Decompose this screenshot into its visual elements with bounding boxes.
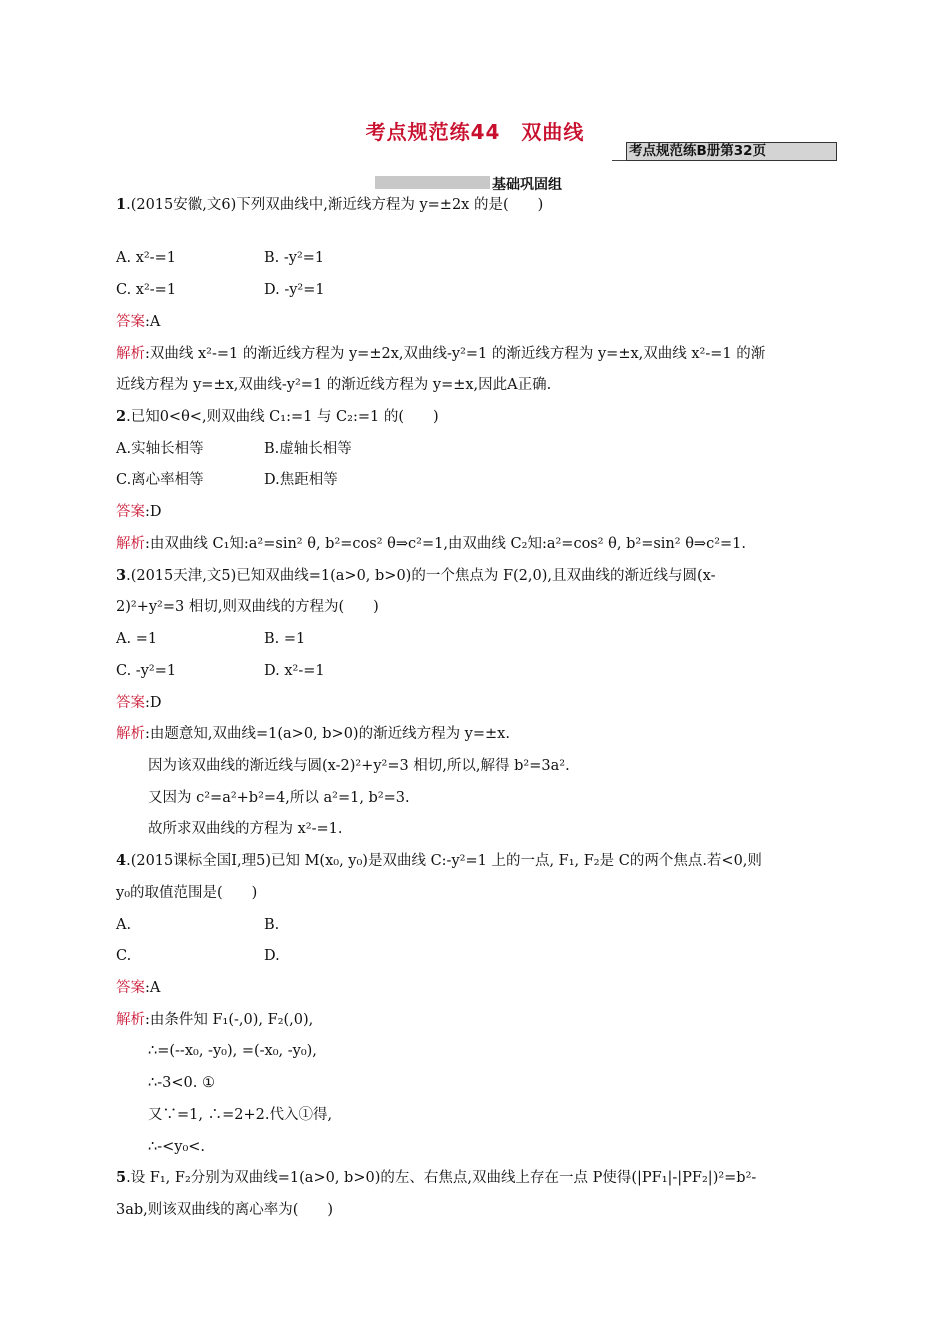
q3-answer [116, 693, 162, 713]
q3-analysis-line4: 故所求双曲线的方程为 x²-=1. [148, 821, 343, 837]
question-2-stem [116, 407, 439, 427]
q3-option-d: D. x²-=1 [264, 663, 325, 679]
analysis-label: 解析 [116, 346, 145, 362]
q2-analysis-line1 [116, 534, 746, 554]
question-5-stem-line2: 3ab,则该双曲线的离心率为( ) [116, 1202, 334, 1218]
q1-option-d: D. -y²=1 [264, 282, 325, 298]
q4-analysis-line1 [116, 1010, 313, 1030]
question-5-number: 5 [116, 1169, 127, 1186]
q4-option-a: A. [116, 917, 132, 933]
question-3-number: 3 [116, 567, 127, 584]
q4-analysis-line2: ∴=(--x₀, -y₀), =(-x₀, -y₀), [148, 1043, 317, 1059]
answer-value: :A [145, 314, 161, 330]
answer-label: 答案 [116, 980, 145, 996]
q1-analysis-line1 [116, 344, 765, 364]
q2-option-a: A.实轴长相等 [116, 441, 204, 457]
q2-option-d: D.焦距相等 [264, 472, 338, 488]
analysis-text: :由双曲线 C₁知:a²=sin² θ, b²=cos² θ⇒c²=1,由双曲线 C₂知:a²=cos² θ, b²=sin² θ⇒c²=1. [145, 536, 746, 552]
page-reference-box: 考点规范练B册第32页 [626, 142, 837, 161]
analysis-text: :由条件知 F₁(-,0), F₂(,0), [145, 1012, 314, 1028]
q1-analysis-line2: 近线方程为 y=±x,双曲线-y²=1 的渐近线方程为 y=±x,因此A正确. [116, 377, 552, 393]
answer-value: :D [145, 504, 162, 520]
question-1-stem [116, 195, 543, 215]
question-4-number: 4 [116, 852, 127, 869]
q4-option-c: C. [116, 948, 132, 964]
q4-analysis-line4: 又∵=1, ∴=2+2.代入①得, [148, 1107, 333, 1123]
analysis-text: :双曲线 x²-=1 的渐近线方程为 y=±2x,双曲线-y²=1 的渐近线方程为 y=±x,双曲线 x²-=1 的渐 [145, 346, 766, 362]
q3-analysis-line3: 又因为 c²=a²+b²=4,所以 a²=1, b²=3. [148, 790, 410, 806]
question-3-text: .(2015天津,文5)已知双曲线=1(a>0, b>0)的一个焦点为 F(2,0),且双曲线的渐近线与圆(x- [126, 568, 716, 584]
question-4-stem-line2: y₀的取值范围是( ) [116, 885, 258, 901]
question-4-stem-line1 [116, 851, 762, 871]
section-bar [375, 176, 490, 189]
analysis-label: 解析 [116, 536, 145, 552]
q4-analysis-line5: ∴-<y₀<. [148, 1139, 206, 1155]
q2-option-c: C.离心率相等 [116, 472, 204, 488]
q1-answer [116, 312, 160, 332]
question-3-stem-line2: 2)²+y²=3 相切,则双曲线的方程为( ) [116, 599, 379, 615]
question-1-text: .(2015安徽,文6)下列双曲线中,渐近线方程为 y=±2x 的是( ) [126, 197, 544, 213]
page-title: 考点规范练44 双曲线 [365, 120, 585, 144]
q2-answer [116, 502, 162, 522]
question-5-stem-line1 [116, 1168, 756, 1188]
section-label: 基础巩固组 [492, 177, 562, 193]
answer-value: :D [145, 695, 162, 711]
analysis-label: 解析 [116, 1012, 145, 1028]
answer-label: 答案 [116, 504, 145, 520]
q4-answer [116, 978, 160, 998]
q3-analysis-line2: 因为该双曲线的渐近线与圆(x-2)²+y²=3 相切,所以,解得 b²=3a². [148, 758, 570, 774]
answer-label: 答案 [116, 314, 145, 330]
q4-analysis-line3: ∴-3<0. ① [148, 1075, 215, 1091]
question-1-number: 1 [116, 196, 127, 213]
answer-value: :A [145, 980, 161, 996]
answer-label: 答案 [116, 695, 145, 711]
question-5-text: .设 F₁, F₂分别为双曲线=1(a>0, b>0)的左、右焦点,双曲线上存在一点 P使得(|PF₁|-|PF₂|)²=b²- [126, 1170, 757, 1186]
q4-option-d: D. [264, 948, 280, 964]
q1-option-a: A. x²-=1 [116, 250, 176, 266]
question-4-text: .(2015课标全国Ⅰ,理5)已知 M(x₀, y₀)是双曲线 C:-y²=1 上的一点, F₁, F₂是 C的两个焦点.若<0,则 [126, 853, 762, 869]
q2-option-b: B.虚轴长相等 [264, 441, 352, 457]
question-2-text: .已知0<θ<,则双曲线 C₁:=1 与 C₂:=1 的( ) [126, 409, 439, 425]
q1-option-c: C. x²-=1 [116, 282, 177, 298]
question-2-number: 2 [116, 408, 127, 425]
question-3-stem-line1 [116, 566, 715, 586]
q3-option-c: C. -y²=1 [116, 663, 177, 679]
analysis-label: 解析 [116, 726, 145, 742]
analysis-text: :由题意知,双曲线=1(a>0, b>0)的渐近线方程为 y=±x. [145, 726, 510, 742]
q4-option-b: B. [264, 917, 280, 933]
q3-analysis-line1 [116, 724, 510, 744]
q3-option-b: B. =1 [264, 631, 306, 647]
q1-option-b: B. -y²=1 [264, 250, 325, 266]
q3-option-a: A. =1 [116, 631, 158, 647]
